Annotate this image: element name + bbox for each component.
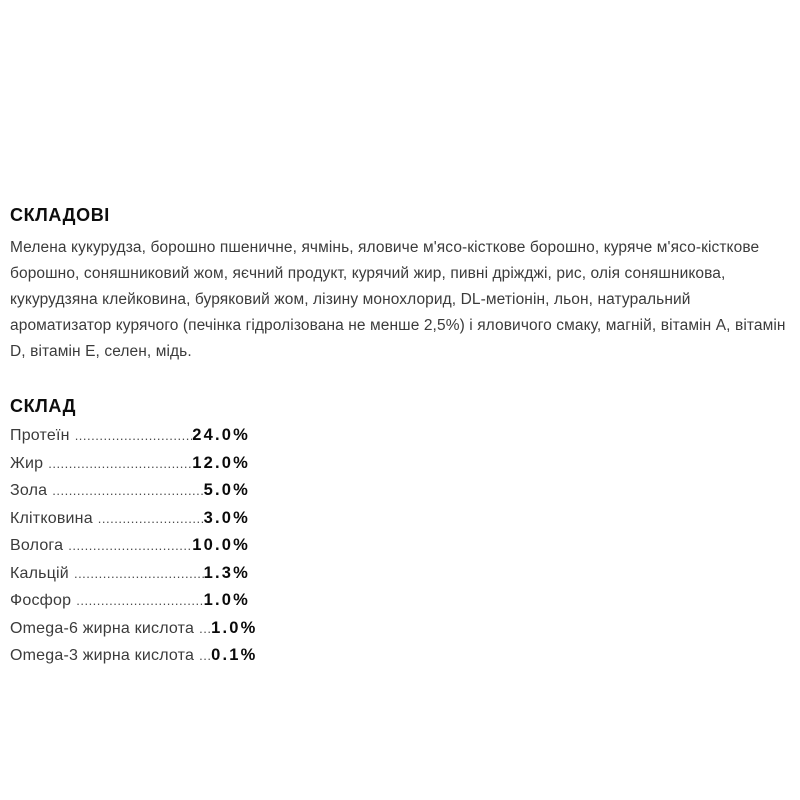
nutrient-label: Клітковина xyxy=(10,509,93,527)
nutrient-label: Фосфор xyxy=(10,592,72,609)
nutrient-row xyxy=(10,646,258,665)
nutrient-value: 0.1% xyxy=(211,646,258,664)
nutrient-value: 1.0% xyxy=(211,618,258,637)
ingredients-title: СКЛАДОВІ xyxy=(10,205,110,225)
nutrient-row xyxy=(10,455,250,473)
dot-leader-decoration xyxy=(48,455,192,473)
composition-title: СКЛАД xyxy=(10,396,77,416)
composition-list xyxy=(10,426,258,665)
dot-leader-decoration xyxy=(52,482,203,500)
nutrient-value: 1.3% xyxy=(203,563,250,582)
composition-section xyxy=(10,395,794,665)
nutrient-label: Кальцій xyxy=(10,564,69,582)
nutrient-value: 24.0% xyxy=(192,426,250,444)
nutrient-label: Протеїн xyxy=(10,427,70,444)
nutrient-value: 12.0% xyxy=(192,453,250,472)
dot-leader-decoration xyxy=(68,537,192,555)
nutrient-label: Жир xyxy=(10,454,44,472)
nutrient-row xyxy=(10,482,250,500)
dot-leader-decoration xyxy=(199,647,211,665)
dot-leader-decoration xyxy=(75,427,193,445)
ingredients-text: Мелена кукурудза, борошно пшеничне, ячмінь, яловиче м'ясо-кісткове борошно, куряче м'ясо-кісткове борошно, соняшниковий жом, яєчний продукт, курячий жир, пивні дріжджі, рис, олія соняшникова, кукурудзяна клейковина, буряковий жом, лізину монохлорид, DL-метіонін, льон, натуральний ароматизатор курячого (печінка гідролізована не менше 2,5%) і яловичого смаку, магній, вітамін A, вітамін D, вітамін E, селен, мідь. xyxy=(10,239,786,360)
nutrient-value: 1.0% xyxy=(203,591,250,609)
nutrient-label: Зола xyxy=(10,482,48,499)
nutrient-label: Волога xyxy=(10,537,64,554)
nutrient-row xyxy=(10,592,250,610)
nutrient-row xyxy=(10,537,250,555)
nutrient-row xyxy=(10,618,258,638)
nutrient-label: Omega-3 жирна кислота xyxy=(10,647,195,664)
nutrient-row xyxy=(10,565,250,583)
ingredients-section xyxy=(10,204,794,365)
product-description-content xyxy=(10,204,794,675)
dot-leader-decoration xyxy=(199,620,211,638)
dot-leader-decoration xyxy=(76,592,203,610)
nutrient-label: Omega-6 жирна кислота xyxy=(10,619,195,637)
nutrient-row xyxy=(10,427,250,445)
nutrient-value: 3.0% xyxy=(203,508,250,527)
dot-leader-decoration xyxy=(74,565,204,583)
nutrient-value: 10.0% xyxy=(192,536,250,554)
nutrient-value: 5.0% xyxy=(203,481,250,499)
nutrient-row xyxy=(10,510,250,528)
dot-leader-decoration xyxy=(98,510,204,528)
